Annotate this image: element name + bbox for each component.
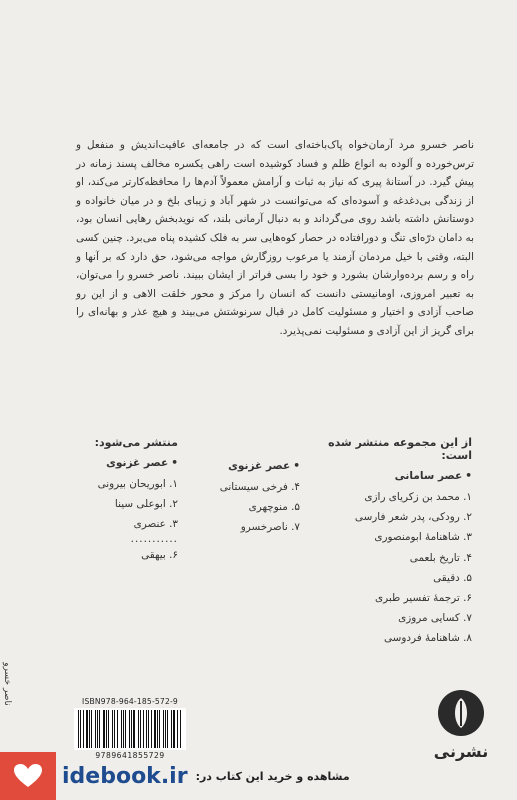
barcode-bar [106, 710, 107, 748]
barcode-bar [108, 710, 109, 748]
barcode-bar [159, 710, 160, 748]
watermark-caption: مشاهده و خرید این کتاب در: [195, 769, 350, 783]
barcode-bar [157, 710, 158, 748]
barcode-bar [177, 710, 178, 748]
publisher-name: نشرنی [433, 742, 489, 761]
barcode-bar [146, 710, 147, 748]
barcode-bar [143, 710, 144, 748]
barcode-bar [165, 710, 166, 748]
barcode-bar [138, 710, 139, 748]
barcode-bar [80, 710, 81, 748]
list-item: ۸. شاهنامهٔ فردوسی [383, 632, 472, 645]
barcode-bar [91, 710, 92, 748]
barcode-bar [131, 710, 132, 748]
barcode-bar [163, 710, 164, 748]
barcode-bar [117, 710, 119, 748]
list-item: ۷. کسایی مروزی [398, 612, 472, 625]
heart-book-icon [0, 752, 56, 800]
list-item: ۴. فرخی سیستانی [219, 481, 300, 493]
description-paragraph: ناصر خسرو مرد آرمان‌خواه پاک‌باخته‌ای است که در جامعه‌ای عافیت‌اندیش و منفعل و ترس‌خورده و آلوده به انواع ظلم و فساد کوشیده است راهی یکسره مخالف پسند زمانه در پیش گیرد. در آستانهٔ پیری که نیاز به ثبات و آرامش معمولاً آدم‌ها را محافظه‌کارتر می‌کند، او از زندگی بی‌دغدغه و آسوده‌ای که می‌توانست در شهر آباد و زیبای بلخ و در میان خانواده و دوستانش داشته باشد روی می‌گرداند و به دنبال آرمانی بلند، که نویدبخش رهایی انسان بود، به دامان درّه‌ای تنگ و دورافتاده در حصار کوه‌هایی سر به فلک کشیده پناه می‌برد. چنین کسی البته، وقتی با خیل مردمان آزمند یا مرعوب روزگارش مواجه می‌شود، حق دارد که بر آنها و راه و رسم برده‌وارشان بشورد و خود را بسی فراتر از ایشان ببیند. ناصر خسرو را می‌توان، به تعبیر امروزی، اومانیستی دانست که انسان را مرکز و محور خلقت الاهی و از این رو صاحب آزادی و اختیار و مسئولیت کامل در قبال سرنوشتش می‌بیند و هیچ عذر و بهانه‌ای را برای گریز از این آزادی و مسئولیت نمی‌پذیرد. [76, 139, 474, 337]
barcode-bar [151, 710, 152, 748]
published-column-samanid [300, 436, 472, 649]
list-item: ۵. منوچهری [248, 501, 300, 514]
reed-logo-icon [438, 690, 484, 736]
list-item: ۱. محمد بن زکریای رازی [364, 491, 472, 503]
barcode-bar [173, 710, 175, 748]
list-item: ۱. ابوریحان بیرونی [97, 478, 178, 490]
spine-label [0, 654, 14, 714]
list-item: ۵. دقیقی [433, 571, 472, 584]
isbn-text: ISBN978-964-185-572-9 [82, 697, 178, 706]
barcode-bar [89, 710, 90, 748]
barcode-bar [133, 710, 135, 748]
spine-text: ناصر خسرو [2, 662, 12, 706]
published-heading: از این مجموعه منتشر شده است: [328, 436, 472, 462]
list-item: ۳. عنصری [133, 518, 178, 531]
era-title-samanid: • عصر سامانی [300, 470, 472, 482]
barcode-bar [112, 710, 113, 748]
watermark-banner[interactable] [0, 752, 370, 800]
era-title-ghaznavid: • عصر غزنوی [200, 460, 300, 472]
barcode-bar [148, 710, 149, 748]
barcode-bar [154, 710, 156, 748]
barcode-bar [103, 710, 105, 748]
barcode-bar [180, 710, 181, 748]
upcoming-heading: منتشر می‌شود: [94, 436, 178, 449]
barcode-bar [99, 710, 100, 748]
list-item: ۴. تاریخ بلعمی [409, 551, 472, 564]
barcode-bar [97, 710, 98, 748]
barcode-bar [125, 710, 126, 748]
list-item: ۲. رودکی، پدر شعر فارسی [354, 511, 472, 524]
barcode-bar [140, 710, 141, 748]
barcode-bar [83, 710, 84, 748]
barcode-bar [78, 710, 79, 748]
published-column-ghaznavid [200, 460, 300, 538]
barcode-bar [114, 710, 115, 748]
barcode-bar [167, 710, 168, 748]
list-item: ۷. ناصرخسرو [240, 521, 300, 534]
watermark-brand[interactable]: idebook.ir [62, 763, 188, 789]
barcode-bar [86, 710, 88, 748]
list-item: ۶. بیهقی [141, 548, 178, 561]
barcode [74, 708, 186, 750]
upcoming-column [76, 436, 178, 565]
ellipsis-dots: ........... [130, 532, 178, 545]
publisher-logo [428, 690, 494, 780]
list-item: ۲. ابوعلی سینا [114, 498, 178, 511]
list-item: ۳. شاهنامهٔ ابومنصوری [374, 531, 472, 544]
barcode-digits: 9789641855729 [95, 751, 165, 760]
isbn-block [74, 697, 186, 760]
barcode-bar [123, 710, 124, 748]
barcode-bar [129, 710, 130, 748]
barcode-bar [171, 710, 172, 748]
era-title-ghaznavid-upcoming: • عصر غزنوی [76, 457, 178, 469]
barcode-bar [95, 710, 96, 748]
list-item: ۶. ترجمهٔ تفسیر طبری [375, 591, 472, 604]
barcode-bar [121, 710, 122, 748]
